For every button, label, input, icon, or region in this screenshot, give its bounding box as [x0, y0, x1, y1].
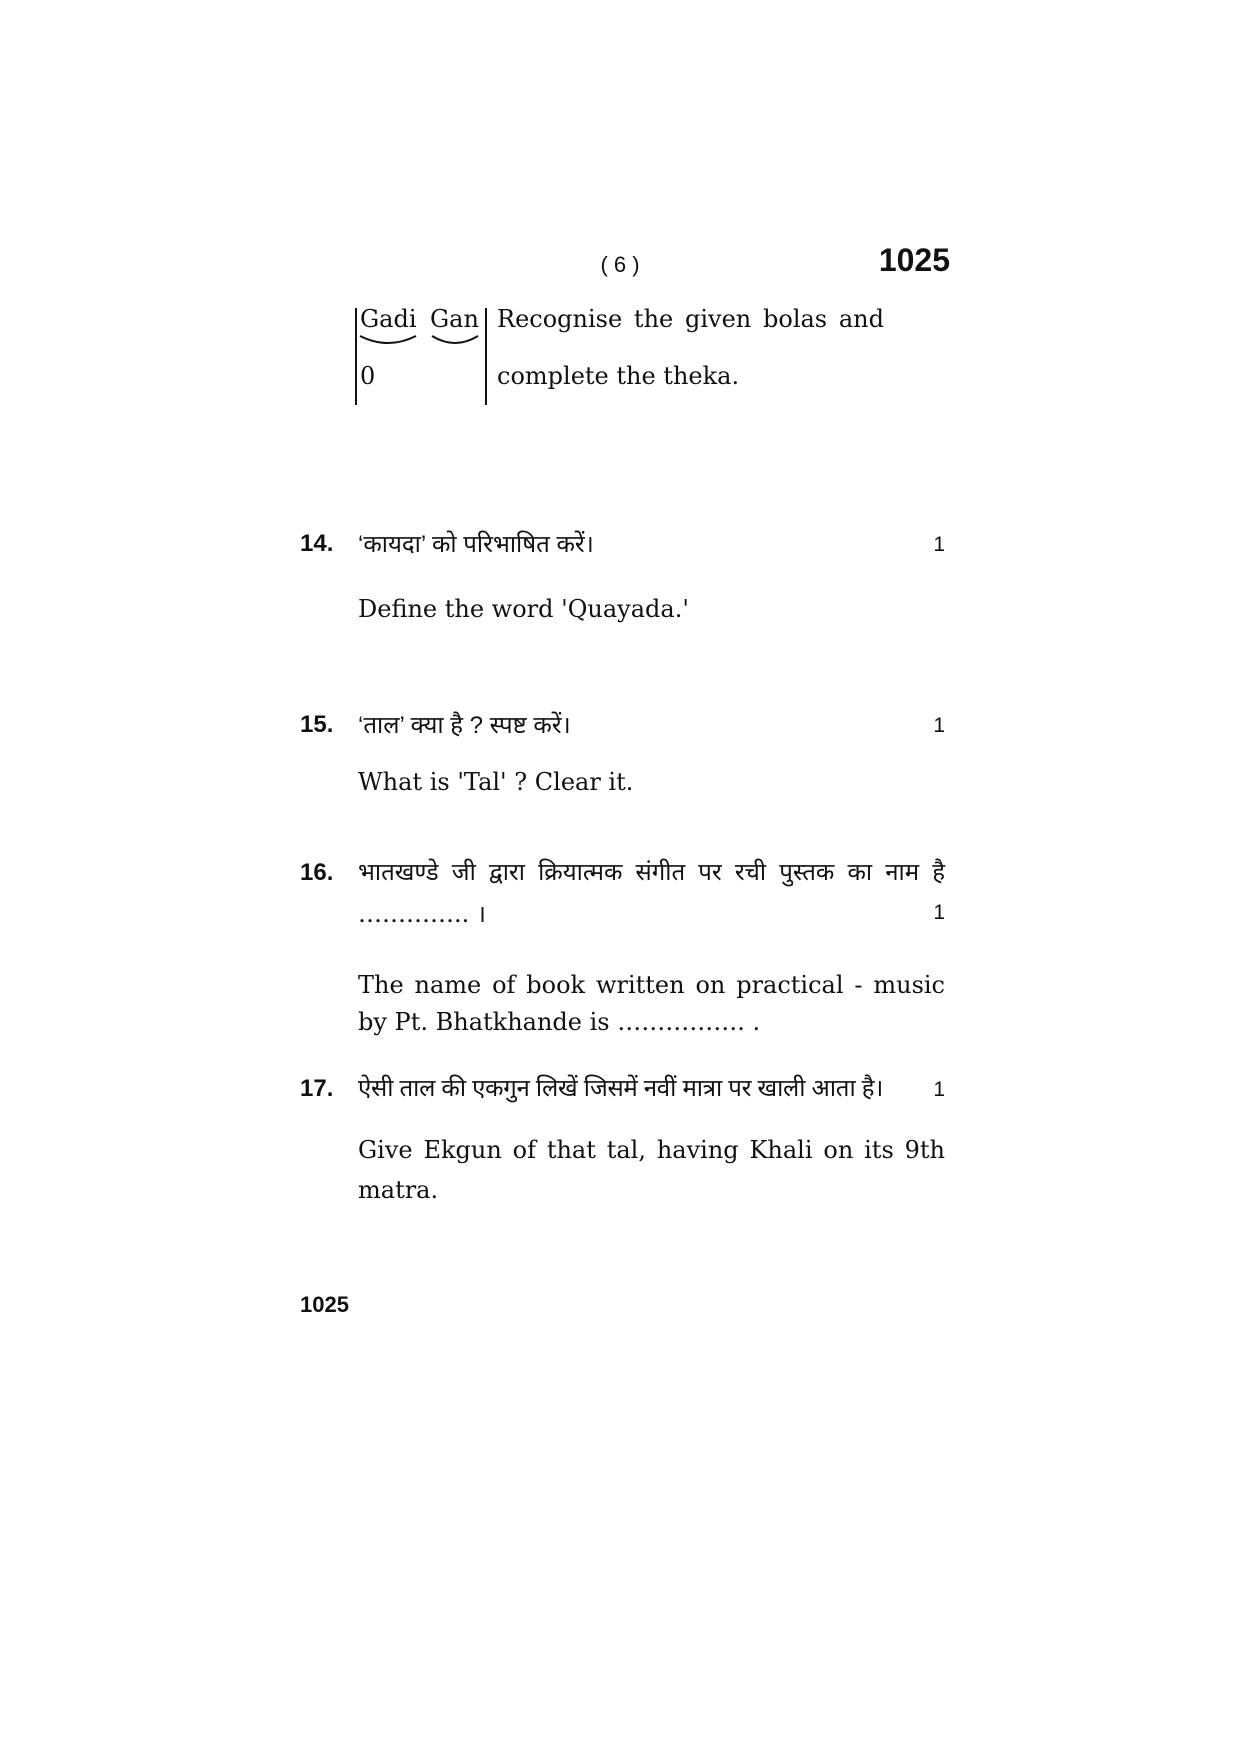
question-marks: 1: [933, 1078, 945, 1101]
question-english-text-line-2: matra.: [358, 1176, 439, 1204]
question-english-text: Define the word 'Quayada.': [358, 595, 689, 623]
question-number: 15.: [300, 711, 334, 738]
question-hindi-text: ऐसी ताल की एकगुन लिखें जिसमें नवीं मात्रा पर खाली आता है।: [358, 1075, 883, 1102]
theka-bol-2: Gan: [430, 305, 479, 333]
question-hindi-text-line-2: ………….. ।: [358, 900, 486, 928]
question-english-text-line-1: The name of book written on practical - music: [358, 971, 945, 999]
theka-khali-sign: 0: [360, 362, 376, 390]
question-marks: 1: [933, 533, 945, 556]
paper-code-footer: 1025: [300, 1292, 349, 1317]
question-hindi-text: ‘ताल’ क्या है ? स्पष्ट करें।: [358, 712, 571, 739]
question-english-text-line-1: Give Ekgun of that tal, having Khali on its 9th: [358, 1136, 945, 1164]
question-number: 17.: [300, 1075, 334, 1102]
question-number: 14.: [300, 530, 334, 557]
question-english-text-line-2: by Pt. Bhatkhande is ……………. .: [358, 1008, 761, 1036]
theka-left-bar: [355, 308, 357, 405]
theka-bol-1: Gadi: [360, 305, 417, 333]
question-marks: 1: [933, 714, 945, 737]
theka-divider-bar: [485, 308, 487, 405]
question-english-text: What is 'Tal' ? Clear it.: [358, 768, 634, 796]
theka-instruction-line-2: complete the theka.: [497, 362, 740, 390]
question-hindi-text-line-1: भातखण्डे जी द्वारा क्रियात्मक संगीत पर रची पुस्तक का नाम है: [358, 859, 945, 886]
theka-bol-1-arc: [358, 334, 418, 348]
page-number: ( 6 ): [600, 252, 640, 277]
paper-code-header: 1025: [878, 242, 950, 278]
question-number: 16.: [300, 859, 334, 886]
question-marks: 1: [933, 901, 945, 924]
question-hindi-text: ‘कायदा’ को परिभाषित करें।: [358, 531, 594, 558]
theka-bol-2-arc: [430, 334, 480, 348]
theka-instruction-line-1: Recognise the given bolas and: [497, 305, 884, 333]
